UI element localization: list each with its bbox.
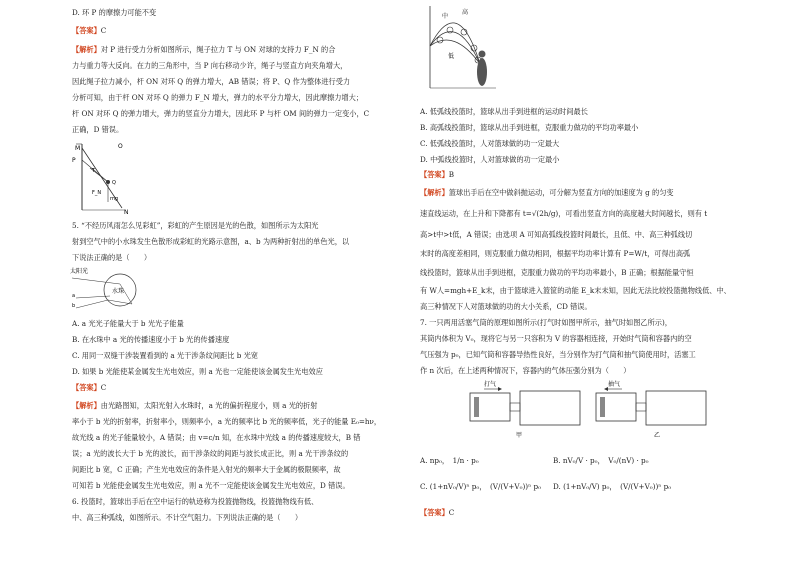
droplet-diagram (70, 264, 160, 310)
q6-option-d: D. 中弧线投篮时，人对篮球做的功一定最小 (420, 155, 560, 164)
answer-value: B (448, 170, 455, 179)
label-b: b (72, 303, 76, 309)
label-p: P (72, 157, 76, 164)
label-sunlight: 太阳光 (70, 268, 89, 275)
right-column (418, 0, 778, 562)
analysis-line: 故光线 a 的光子能量较小，A 错误；由 v=c/n 知，在水珠中光线 a 的传播速度较大，B 错 (72, 433, 361, 442)
analysis-line: 力与重力等大反向。在力的三角形中，当 P 向右移动少许，绳子与竖直方向夹角增大， (72, 61, 348, 70)
answer-line-q7 (420, 508, 454, 518)
force-diagram (70, 138, 140, 218)
answer-value: C (100, 383, 107, 392)
answer-line-q5 (72, 383, 106, 393)
label-high: 高 (462, 9, 469, 16)
label-suck: 抽气 (608, 381, 621, 388)
analysis-line: 正确，D 错误。 (72, 125, 124, 134)
analysis-tag: 【解析】 (420, 188, 449, 197)
analysis-line: 误；a 光的波长大于 b 光的波长，而干涉条纹的间距与波长成正比，则 a 光干涉条纹的 (72, 449, 349, 458)
label-n: N (124, 209, 129, 216)
answer-tag: 【答案】 (420, 170, 449, 179)
label-q: Q (112, 180, 116, 186)
analysis-line: 间距比 b 宽，C 正确；产生光电效应的条件是入射光的频率大于金属的极限频率，故 (72, 465, 341, 474)
answer-line-q6 (420, 170, 454, 180)
label-t: T (92, 168, 96, 174)
q6-option-a: A. 低弧线投篮时，篮球从出手到进框的运动时间最长 (420, 107, 588, 116)
analysis-line: 【解析】篮球出手后在空中做斜抛运动，可分解为竖直方向的加速度为 g 的匀变 (420, 188, 674, 197)
analysis-line: 有 W人=mgh+E_k末，由于篮球进入篮筐的动能 E_k末未知，因此无法比较投篮拋物线低、中、 (420, 286, 731, 295)
q6-option-c: C. 低弧线投篮时，人对篮球做的功一定最大 (420, 139, 560, 148)
analysis-line: 高>t中>t低，A 错误；由选项 A 可知高弧线投篮时间最长，且低、中、高三种弧线切 (420, 230, 693, 239)
label-low: 低 (448, 53, 455, 60)
pump-diagram (458, 377, 718, 443)
analysis-line: 速直线运动，在上升和下降都有 t=√(2h/g)，可看出竖直方向的高度越大时间越长，则有 t (420, 209, 708, 218)
analysis-tag: 【解析】 (72, 45, 101, 54)
analysis-line: 可知若 b 光能使金属发生光电效应，则 a 光不一定能使该金属发生光电效应，D 错误。 (72, 481, 350, 490)
q7-option-c: C. (1+nV₀/V)ⁿ p₀， (V/(V+V₀))ⁿ p₀ (420, 482, 541, 491)
question-5-line: 射到空气中的小水珠发生色散形成彩虹的光路示意图，a、b 为两种折射出的单色光，以 (72, 237, 350, 246)
answer-value: C (448, 508, 455, 517)
label-fn: F_N (92, 190, 102, 196)
label-m: M (75, 145, 81, 152)
label-pump: 打气 (484, 381, 497, 388)
q5-option-c: C. 用同一双缝干涉装置看到的 a 光干涉条纹间距比 b 光宽 (72, 351, 258, 360)
analysis-tag: 【解析】 (72, 401, 101, 410)
analysis-line: 【解析】对 P 进行受力分析如图所示，绳子拉力 T 与 ON 对球的支持力 F_N 的合 (72, 45, 336, 54)
answer-line-q4 (72, 26, 106, 36)
question-7-line: 其筒内体积为 V₀，现将它与另一只容积为 V 的容器相连接，开始时气筒和容器内的空 (420, 334, 692, 343)
q5-option-d: D. 如果 b 光能使某金属发生光电效应，则 a 光也一定能使该金属发生光电效应 (72, 367, 323, 376)
q4-option-d: D. 环 P 的摩擦力可能不变 (72, 8, 157, 17)
answer-tag: 【答案】 (72, 383, 101, 392)
q7-option-d: D. (1+nV₀/V) p₀， (V/(V+V₀))ⁿ p₀ (553, 482, 672, 491)
label-water-drop: 水珠 (112, 288, 125, 295)
question-6-line: 6. 投篮时，篮球出手后在空中运行的轨迹称为投篮抛物线，投篮抛物线有低、 (72, 497, 319, 506)
answer-value: C (100, 26, 107, 35)
question-6-line: 中、高三种弧线，如图所示。不计空气阻力。下列说法正确的是（ ） (72, 513, 303, 522)
analysis-line: 末时的高度差相同，则克服重力做功相同，根据平均功率计算有 P=W/t，可得出高弧 (420, 249, 691, 258)
question-7-line: 作 n 次后，在上述两种情况下，容器内的气体压强分别为（ ） (420, 366, 631, 375)
label-yi: 乙 (654, 432, 661, 439)
analysis-line: 率小于 b 光的折射率，折射率小，则频率小，a 光的频率比 b 光的频率低，光子的能量 E₀=hν， (72, 417, 382, 426)
q5-option-b: B. 在水珠中 a 光的传播速度小于 b 光的传播速度 (72, 335, 230, 344)
analysis-line: 杆 ON 对环 Q 的弹力增大，弹力的竖直分力增大，因此环 P 与杆 OM 间的弹力一定变小，C (72, 109, 370, 118)
label-a: a (72, 293, 76, 299)
q6-option-b: B. 高弧线投篮时，篮球从出手到进框，克服重力做功的平均功率最小 (420, 123, 639, 132)
label-mg: mg (110, 196, 119, 202)
q7-option-b: B. nV₀/V · p₀， V₀/(nV) · p₀ (553, 456, 649, 465)
analysis-line: 分析可知，由于杆 ON 对环 Q 的弹力 F_N 增大，弹力的水平分力增大，因此摩擦力增大； (72, 93, 364, 102)
label-jia: 甲 (516, 432, 523, 439)
label-o: O (118, 143, 123, 150)
answer-tag: 【答案】 (72, 26, 101, 35)
answer-tag: 【答案】 (420, 508, 449, 517)
q7-option-a: A. np₀， 1/n · p₀ (420, 456, 479, 465)
analysis-line: 【解析】由光路图知，太阳光射入水珠时，a 光的偏折程度小，则 a 光的折射 (72, 401, 318, 410)
analysis-line: 线投篮时，篮球从出手到进框，克服重力做功的平均功率最小，B 正确；根据能量守恒 (420, 268, 694, 277)
analysis-line: 高三种情况下人对篮球做的功的大小关系，CD 错误。 (420, 302, 592, 311)
question-7-line: 7. 一只两用活塞气筒的原理如图所示(打气时如图甲所示，抽气时如图乙所示)， (420, 318, 672, 327)
q5-option-a: A. a 光光子能量大于 b 光光子能量 (72, 319, 184, 328)
question-5-line: 5. “不经历风雨怎么见彩虹”，彩虹的产生原因是光的色散，如图所示为太阳光 (72, 221, 319, 230)
basketball-diagram (418, 2, 498, 90)
question-5-line: 下说法正确的是（ ） (72, 253, 152, 262)
label-mid: 中 (442, 13, 449, 20)
analysis-line: 因此绳子拉力减小，杆 ON 对环 Q 的弹力增大，AB 错误；将 P、Q 作为整体进行受力 (72, 77, 351, 86)
question-7-line: 气压强为 p₀，已知气筒和容器导热性良好，当分别作为打气筒和抽气筒使用时，活塞工 (420, 350, 696, 359)
left-column (70, 0, 430, 562)
